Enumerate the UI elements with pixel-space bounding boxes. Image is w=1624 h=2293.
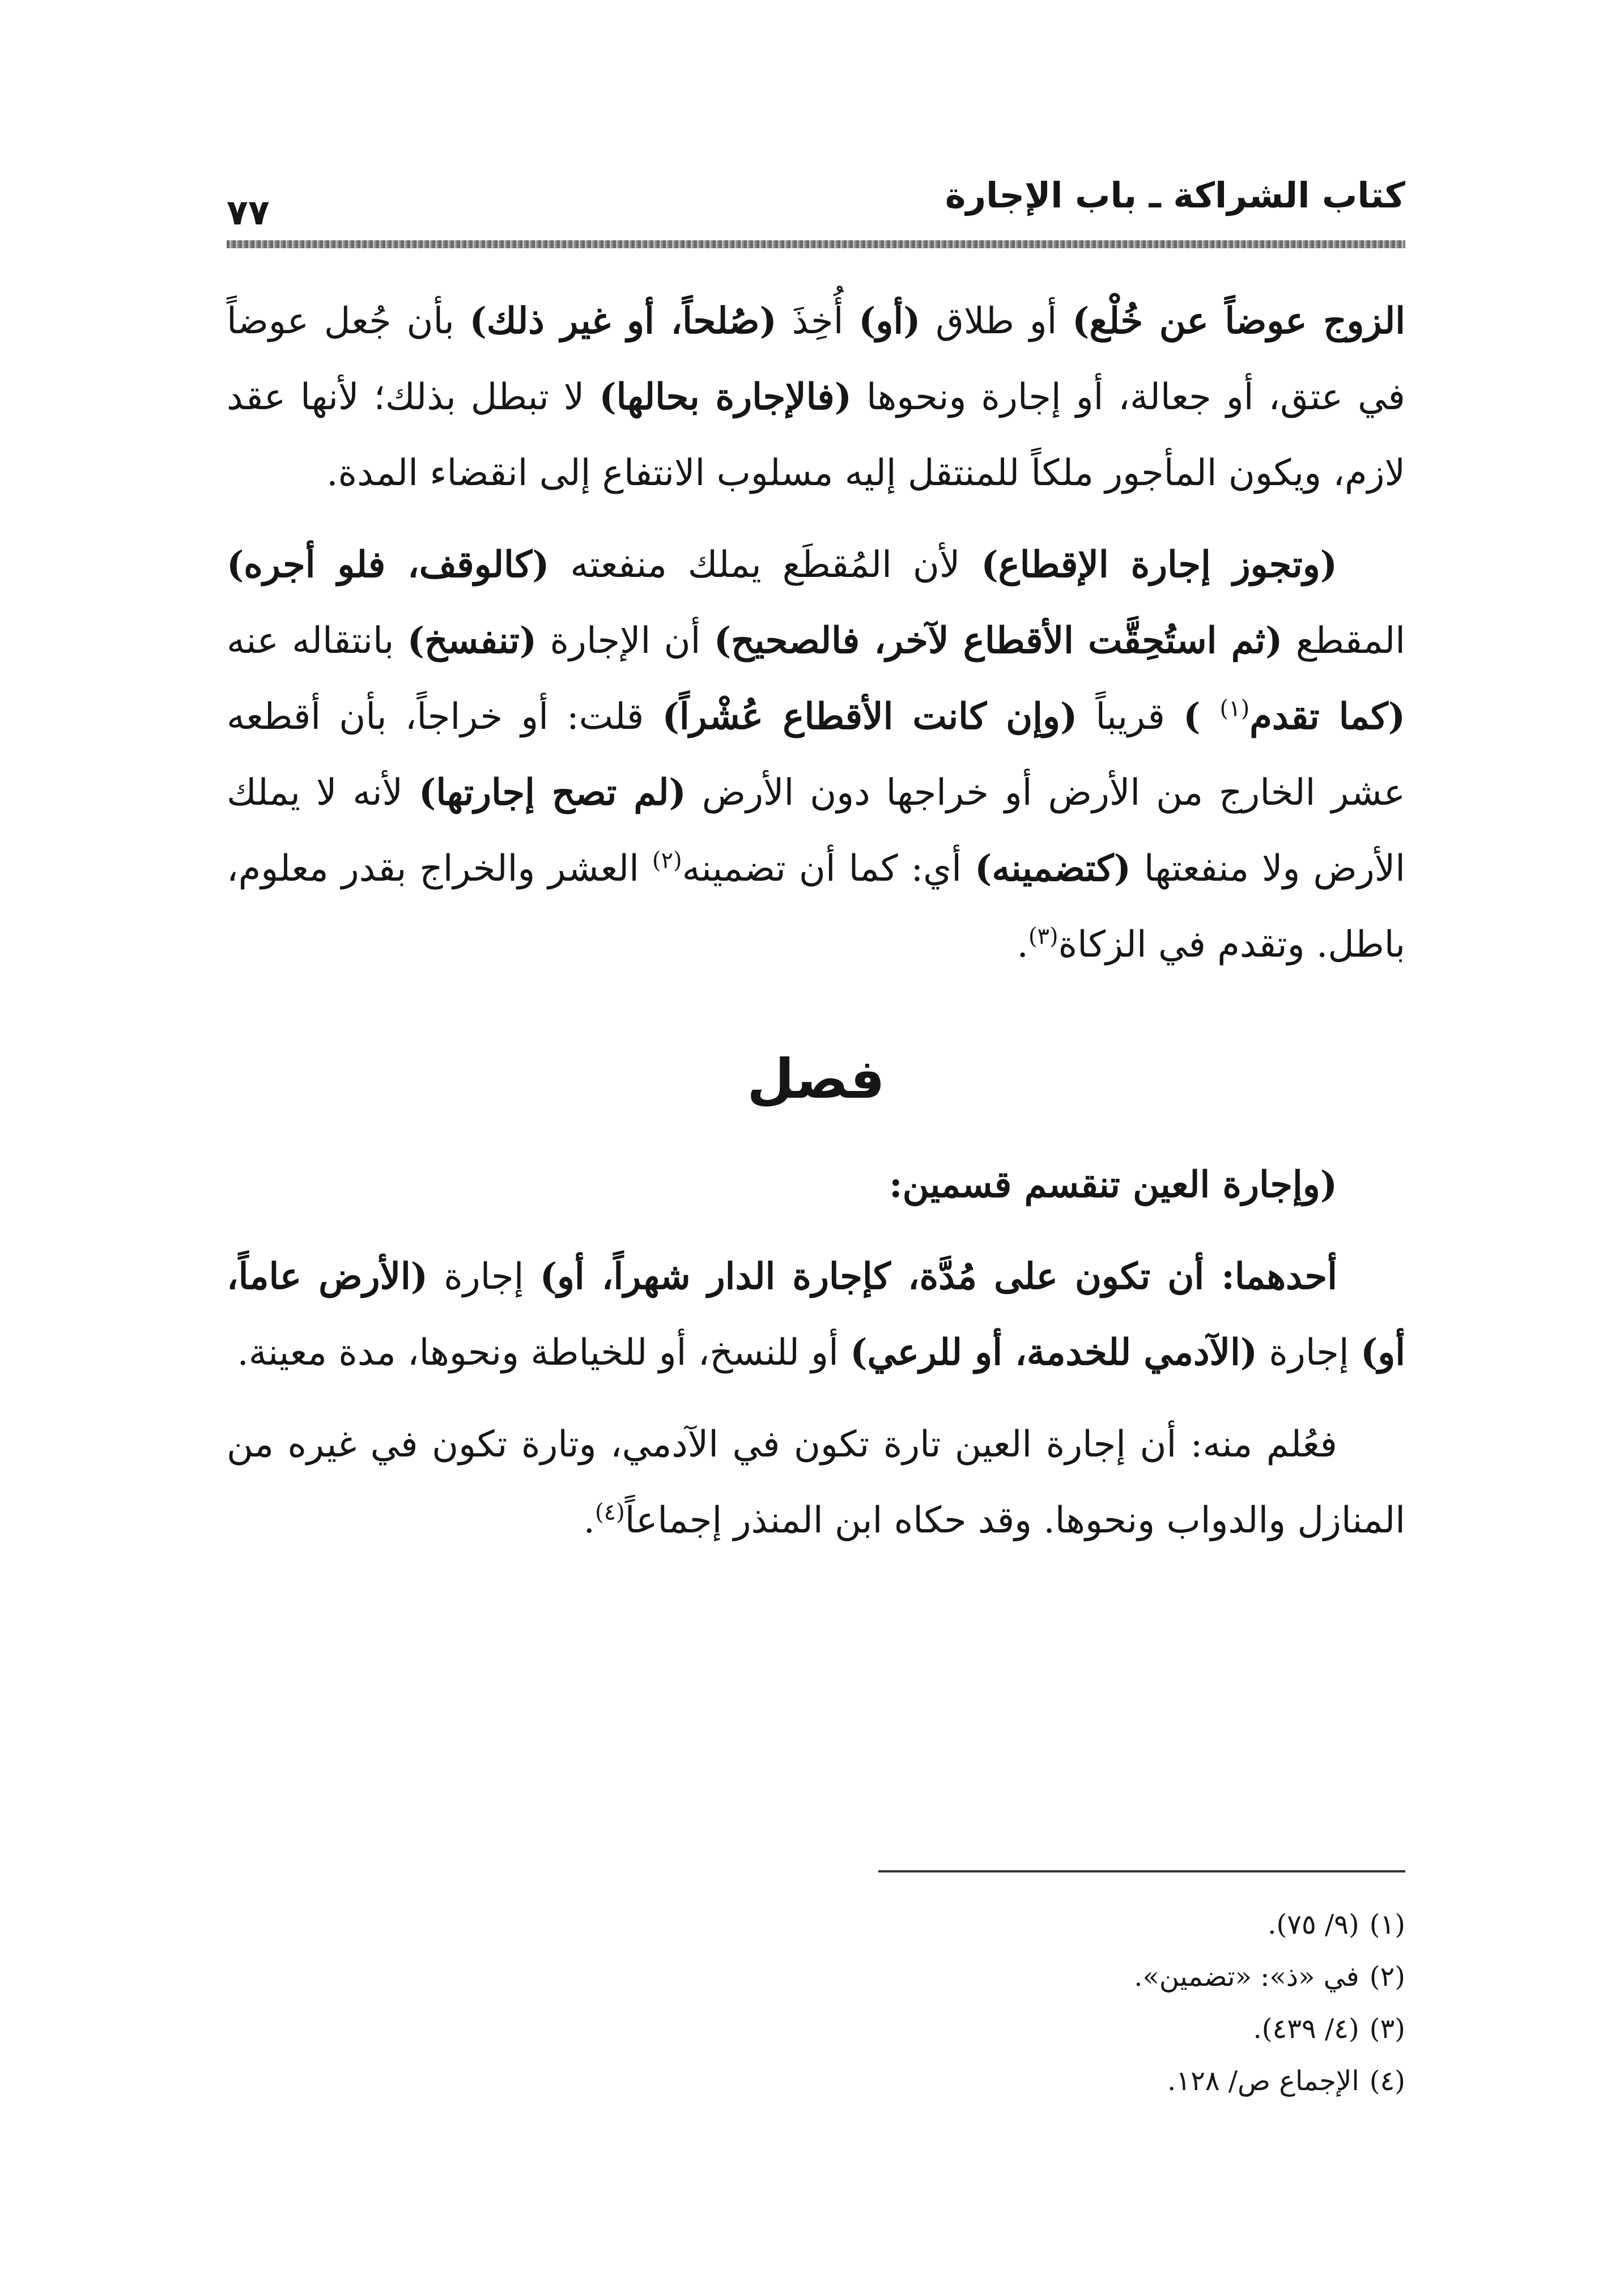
- paragraph-4: [227, 1239, 1405, 1391]
- page-header: [227, 164, 1405, 238]
- footnote-ref[interactable]: (٣): [1028, 923, 1058, 950]
- footnote-number: (٣): [1369, 2013, 1405, 2045]
- footnote-ref[interactable]: (٢): [652, 847, 682, 874]
- text-span: (أو): [858, 300, 921, 342]
- text-span: أحدهما: أن تكون على مُدَّة، كإجارة الدار شهراً، أو): [539, 1255, 1338, 1298]
- footnote-text: (٤/ ٤٣٩).: [1253, 2013, 1359, 2045]
- text-span: (فالإجارة بحالها): [599, 376, 852, 418]
- paragraph-2: [227, 527, 1405, 983]
- text-span: قريباً: [1077, 696, 1184, 738]
- text-span: (وإن كانت الأقطاع عُشْراً): [662, 695, 1078, 738]
- section-heading: فصل: [747, 1047, 885, 1111]
- header-divider: [227, 240, 1405, 248]
- text-span: أو للنسخ، أو للخياطة ونحوها، مدة معينة.: [237, 1332, 851, 1374]
- text-span: إجارة: [428, 1256, 540, 1298]
- text-span: أو طلاق: [920, 300, 1073, 342]
- text-span: ): [1183, 695, 1220, 738]
- text-span: (ثم استُحِقَّت الأقطاع لآخر، فالصحيح): [713, 619, 1283, 662]
- text-span: قلت: أو خراجاً، بأن أقطعه عشر الخارج من الأرض أو خراجها دون الأرض: [227, 696, 1406, 814]
- footnote-1: [227, 1899, 1405, 1951]
- text-span: بانتقاله عنه: [227, 620, 407, 662]
- footnote-text: في «ذ»: «تضمين».: [1134, 1961, 1359, 1993]
- text-span: المقطع: [1282, 620, 1406, 662]
- footnote-3: [227, 2003, 1405, 2055]
- text-span: (كالوقف، فلو أجره): [227, 543, 550, 586]
- footnote-number: (١): [1369, 1909, 1405, 1940]
- page-number: ٧٧: [227, 192, 270, 233]
- footnote-ref[interactable]: (١): [1219, 695, 1250, 722]
- text-span: فعُلم منه: أن إجارة العين تارة تكون في الآدمي، وتارة تكون في غيره من المنازل والدواب ونحوها. وقد حكاه ابن المنذر إجماعاً: [227, 1424, 1405, 1542]
- text-span: (صُلحاً، أو غير ذلك): [469, 300, 777, 342]
- footnote-2: [227, 1951, 1405, 2003]
- text-span: لأن المُقطَع يملك منفعته: [549, 544, 981, 586]
- text-span: أي: كما أن تضمينه: [682, 848, 975, 890]
- text-span: الزوج عوضاً عن خُلْع): [1072, 300, 1406, 342]
- text-span: .: [583, 1500, 596, 1542]
- text-span: (لم تصح إجارتها): [419, 771, 686, 814]
- footnote-text: الإجماع ص/ ١٢٨.: [1167, 2065, 1359, 2097]
- text-span: بأن جُعل عوضاً في عتق، أو جعالة، أو إجارة ونحوها: [227, 300, 1406, 418]
- text-span: (الأرض عاماً، أو): [227, 1255, 1405, 1374]
- footnote-number: (٤): [1369, 2065, 1405, 2097]
- text-span: لأنه لا يملك الأرض ولا منفعتها: [227, 772, 1406, 890]
- text-span: .: [1017, 924, 1028, 966]
- text-span: (وتجوز إجارة الإقطاع): [981, 543, 1338, 586]
- running-title: كتاب الشراكة ـ باب الإجارة: [945, 175, 1405, 216]
- text-span: (تنفسخ): [407, 619, 537, 662]
- footnote-4: [227, 2055, 1405, 2107]
- footnote-text: (٩/ ٧٥).: [1268, 1909, 1359, 1940]
- text-span: (الآدمي للخدمة، أو للرعي): [850, 1331, 1258, 1374]
- text-span: (كما تقدم: [1249, 695, 1406, 738]
- text-span: (كتضمينه): [975, 847, 1131, 890]
- main-text: [227, 283, 1405, 1574]
- text-span: أُخِذَ: [776, 300, 859, 342]
- text-span: لا تبطل بذلك؛ لأنها عقد لازم، ويكون المأجور ملكاً للمنتقل إليه مسلوب الانتفاع إلى انقضاء المدة.: [227, 376, 1405, 494]
- footnote-divider: [878, 1870, 1405, 1872]
- text-span: العشر والخراج بقدر معلوم، باطل. وتقدم في الزكاة: [227, 848, 1405, 966]
- footnotes: [227, 1899, 1405, 2107]
- paragraph-3: (وإجارة العين تنقسم قسمين:: [888, 1164, 1337, 1206]
- text-span: إجارة: [1257, 1332, 1361, 1374]
- paragraph-1: [227, 283, 1405, 511]
- footnote-number: (٢): [1369, 1961, 1405, 1993]
- text-span: أن الإجارة: [537, 620, 714, 662]
- footnote-ref[interactable]: (٤): [595, 1499, 625, 1526]
- paragraph-5: [227, 1407, 1405, 1559]
